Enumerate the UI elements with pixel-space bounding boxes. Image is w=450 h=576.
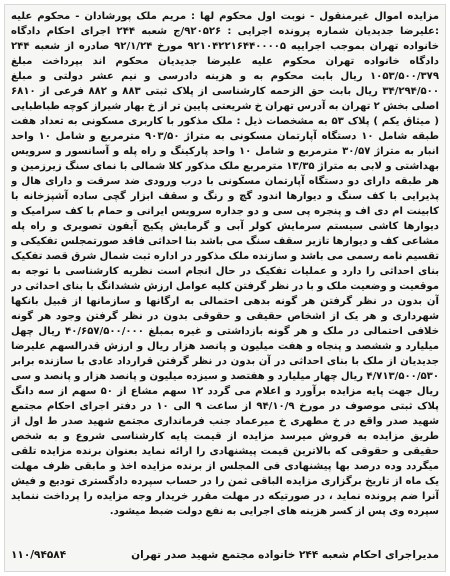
- legal-notice: [4, 4, 446, 572]
- signature-line: مدیراجرای احکام شعبه ۲۴۴ خانواده مجتمع شهید صدر تهران: [131, 549, 439, 561]
- notice-code: ۱۱۰/۹۴۵۸۴: [11, 549, 67, 561]
- notice-footer: [11, 545, 439, 565]
- notice-body-text: مزایده اموال غیرمنقول - نوبت اول محکوم لها : مریم ملک پورشادان - محکوم علیه :علیرضا جدیدیان شماره پرونده اجرایی : ۹۲۰۵۲۶/ج شعبه ۲۴۴ اجرای احکام دادگاه خانواده تهران بموجب اجراییه ۹۲۱۰۴۲۲۱۶۴۴۰۰۰۰۵ مورخ ۹۲/۱/۲۴ صادره از شعبه ۲۴۴ دادگاه خانواده تهران محکوم علیه علیرضا جدیدیان محکوم اند بپرداخت مبلغ ۱۰۵۳/۵۰۰/۳۷۹ ریال بابت محکوم به و هزینه دادرسی و نیم عشر دولتی و مبلغ ۳۴/۲۹۴/۵۰۰ ریال بابت حق الزحمه کارشناسی از پلاک ثبتی ۸۸۳ و ۸۸۲ فرعی از ۶۸۱۰ اصلی بخش ۲ تهران به آدرس تهران خ شریعتی پایین تر از خ بهار شیراز کوچه طباطبایی ( میثاق یکم ) پلاک ۵۳ به مشخصات ذیل : ملک مذکور با کاربری مسکونی به تعداد هفت طبقه شامل ۱۰ دستگاه آپارتمان مسکونی به متراژ ۹۰۳/۵۰ مترمربع و شامل ۱۰ واحد انبار به متراژ ۳۰/۵۷ مترمربع و شامل ۱۰ واحد پارکینگ و راه پله و آسانسور و سرویس بهداشتی و لابی به متراژ ۱۳/۳۵ مترمربع ملک مذکور کلا شمالی با نمای سنگ زیرزمین و هر طبقه دارای دو دستگاه آپارتمان مسکونی با درب ورودی ضد سرقت و دارای هال و پذیرایی با کف سنگ و دیوارها اندود گچ و رنگ و سقف ابزار گچی ساده آشپزخانه با کابینت ام دی اف و پنجره پی سی و دو جداره سرویس ایرانی و حمام با کف سرامیک و دیوارها کاشی سیستم سرمایش کولر آبی و گرمایش پکیج آیفون تصویری و راه پله مشاعی کف و دیوارها تازیر سقف سنگ می باشد بنا احداثی فاقد صورتمجلس تفکیکی و تقسیم نامه رسمی می باشد و سازنده ملک مذکور در اداره ثبت شمال شرق قصد تفکیک بنای احداثی را دارد و عملیات تفکیک در حال انجام است نظریه کارشناسی با توجه به موقعیت و وضعیت ملک و با در نظر گرفتن کلیه عوامل ارزش ششدانگ با بنای احداثی در آن بدون در نظر گرفتن هر گونه بدهی احتمالی به ارگانها و سازمانها از قبیل بانکها شهرداری و هر یک از اشخاص حقیقی و حقوقی بدون در نظر گرفتن وجود هر گونه خلافی احتمالی در ملک و هر گونه بازداشتی و غیره بمبلغ ۴۰/۶۵۷/۵۰۰/۰۰۰ ریال چهل میلیارد و ششصد و پنجاه و هفت میلیون و پانصد هزار ریال و ارزش قدرالسهم علیرضا جدیدیان از ملک با بنای احداثی در آن بدون در نظر گرفتن قرارداد عادی با سازنده برابر ۴/۷۱۳/۵۰۰/۵۳۰ ریال چهار میلیارد و هفتصد و سیزده میلیون و پانصد هزار و پانصد و سی ریال جهت پایه مزایده برآورد و اعلام می گردد ۱۲ سهم مشاع از ۵۰ سهم از سه دانگ پلاک ثبتی موصوف در مورخ ۹۴/۱۰/۹ از ساعت ۹ الی ۱۰ در دفتر اجرای احکام مجتمع شهید صدر واقع در خ مطهری خ میرعماد جنب فرمانداری مجتمع شهید صدر ط اول از طریق مزایده به فروش میرسد مزایده از قیمت پایه کارشناسی شروع و به شخص حقیقی و حقوقی که بالاترین قیمت پیشنهادی را ارائه نماید بعنوان برنده مزایده تلقی میگردد وده درصد بها پیشنهادی فی المجلس از برنده مزایده اخذ و مابقی ظرف مهلت یک ماه از تاریخ برگزاری مزایده الباقی ثمن را در حساب سپرده دادگستری تودیع و فیش آنرا ضم پرونده نماید ، در صورتیکه در مهلت مقرر خریدار وجه مزایده را پرداخت ننماید سپرده وی پس از کسر هزینه های اجرایی به نفع دولت ضبط میشود.: [11, 11, 439, 517]
